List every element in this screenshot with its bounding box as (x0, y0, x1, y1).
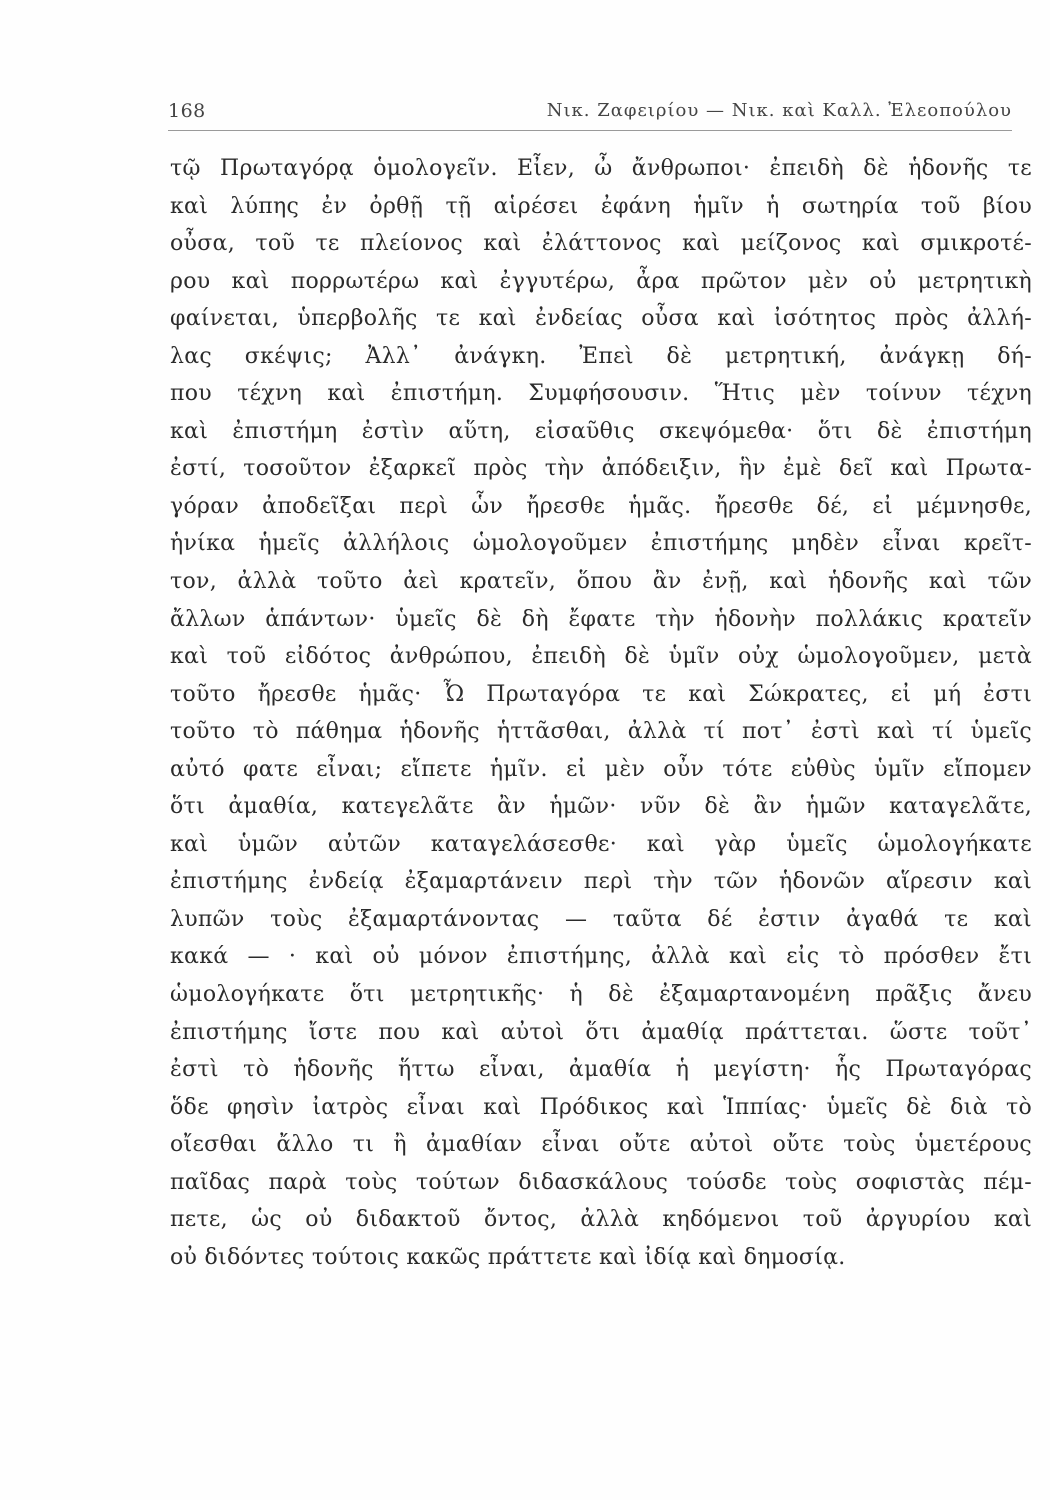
text-line: τῷ Πρωταγόρᾳ ὁμολογεῖν. Εἶεν, ὦ ἄνθρωποι· ἐπειδὴ δὲ ἡδονῆς τε (170, 156, 1032, 181)
text-line: ἐστὶ τὸ ἡδονῆς ἥττω εἶναι, ἀμαθία ἡ μεγίστη· ἧς Πρωταγόρας (170, 1057, 1032, 1083)
text-line: ὅτι ἀμαθία, κατεγελᾶτε ἂν ἡμῶν· νῦν δὲ ἂν ἡμῶν καταγελᾶτε, (170, 794, 1032, 820)
text-line: ἡνίκα ἡμεῖς ἀλλήλοις ὡμολογοῦμεν ἐπιστήμης μηδὲν εἶναι κρεῖτ- (170, 531, 1032, 557)
text-line: πετε, ὡς οὐ διδακτοῦ ὄντος, ἀλλὰ κηδόμενοι τοῦ ἀργυρίου καὶ (170, 1207, 1032, 1233)
body-text (170, 150, 1032, 1276)
text-line: ρου καὶ πορρωτέρω καὶ ἐγγυτέρω, ἆρα πρῶτον μὲν οὐ μετρητικὴ (170, 268, 1032, 294)
text-line: ὅδε φησὶν ἰατρὸς εἶναι καὶ Πρόδικος καὶ Ἱππίας· ὑμεῖς δὲ διὰ τὸ (170, 1094, 1032, 1120)
text-line: ἄλλων ἁπάντων· ὑμεῖς δὲ δὴ ἔφατε τὴν ἡδονὴν πολλάκις κρατεῖν (170, 606, 1032, 632)
text-line: κακά — · καὶ οὐ μόνον ἐπιστήμης, ἀλλὰ καὶ εἰς τὸ πρόσθεν ἔτι (170, 944, 1032, 970)
text-line: καὶ ὑμῶν αὐτῶν καταγελάσεσθε· καὶ γὰρ ὑμεῖς ὡμολογήκατε (170, 831, 1032, 857)
text-line: λας σκέψις; Ἀλλ᾽ ἀνάγκη. Ἐπεὶ δὲ μετρητική, ἀνάγκῃ δή- (170, 343, 1032, 369)
text-line: οὖσα, τοῦ τε πλείονος καὶ ἐλάττονος καὶ μείζονος καὶ σμικροτέ- (170, 231, 1032, 257)
text-line: γόραν ἀποδεῖξαι περὶ ὧν ἤρεσθε ἡμᾶς. ἤρεσθε δέ, εἰ μέμνησθε, (170, 493, 1032, 519)
text-line: οὐ διδόντες τούτοις κακῶς πράττετε καὶ ἰδίᾳ καὶ δημοσίᾳ. (170, 1244, 846, 1270)
text-line: τοῦτο τὸ πάθημα ἡδονῆς ἡττᾶσθαι, ἀλλὰ τί ποτ᾽ ἐστὶ καὶ τί ὑμεῖς (170, 719, 1032, 745)
page-number: 168 (168, 100, 206, 122)
text-line: καὶ τοῦ εἰδότος ἀνθρώπου, ἐπειδὴ δὲ ὑμῖν οὐχ ὡμολογοῦμεν, μετὰ (170, 644, 1032, 670)
text-line: που τέχνη καὶ ἐπιστήμη. Συμφήσουσιν. Ἥτις μὲν τοίνυν τέχνη (170, 381, 1032, 407)
text-line: ὡμολογήκατε ὅτι μετρητικῆς· ἡ δὲ ἐξαμαρτανομένη πρᾶξις ἄνευ (170, 982, 1032, 1008)
text-line: τοῦτο ἤρεσθε ἡμᾶς· Ὦ Πρωταγόρα τε καὶ Σώκρατες, εἰ μή ἐστι (170, 681, 1032, 707)
text-line: ἐπιστήμης ἴστε που καὶ αὐτοὶ ὅτι ἀμαθίᾳ πράττεται. ὥστε τοῦτ᾽ (170, 1019, 1032, 1045)
text-line: καὶ λύπης ἐν ὀρθῇ τῇ αἱρέσει ἐφάνη ἡμῖν ἡ σωτηρία τοῦ βίου (170, 193, 1032, 219)
text-line: ἐπιστήμης ἐνδείᾳ ἐξαμαρτάνειν περὶ τὴν τῶν ἡδονῶν αἵρεσιν καὶ (170, 869, 1032, 895)
text-line: ἐστί, τοσοῦτον ἐξαρκεῖ πρὸς τὴν ἀπόδειξιν, ἣν ἐμὲ δεῖ καὶ Πρωτα- (170, 456, 1032, 482)
text-line: καὶ ἐπιστήμη ἐστὶν αὕτη, εἰσαῦθις σκεψόμεθα· ὅτι δὲ ἐπιστήμη (170, 418, 1032, 444)
text-line: παῖδας παρὰ τοὺς τούτων διδασκάλους τούσδε τοὺς σοφιστὰς πέμ- (170, 1169, 1032, 1195)
running-header (168, 96, 1012, 131)
text-line: οἴεσθαι ἄλλο τι ἢ ἀμαθίαν εἶναι οὔτε αὐτοὶ οὔτε τοὺς ὑμετέρους (170, 1132, 1032, 1158)
text-line: φαίνεται, ὑπερβολῆς τε καὶ ἐνδείας οὖσα καὶ ἰσότητος πρὸς ἀλλή- (170, 306, 1032, 332)
text-line: λυπῶν τοὺς ἐξαμαρτάνοντας — ταῦτα δέ ἐστιν ἀγαθά τε καὶ (170, 906, 1032, 932)
text-line: τον, ἀλλὰ τοῦτο ἀεὶ κρατεῖν, ὅπου ἂν ἐνῇ, καὶ ἡδονῆς καὶ τῶν (170, 569, 1032, 595)
text-line: αὐτό φατε εἶναι; εἴπετε ἡμῖν. εἰ μὲν οὖν τότε εὐθὺς ὑμῖν εἴπομεν (170, 756, 1032, 782)
running-title: Νικ. Ζαφειρίου — Νικ. καὶ Καλλ. Ἐλεοπούλου (546, 100, 1012, 121)
